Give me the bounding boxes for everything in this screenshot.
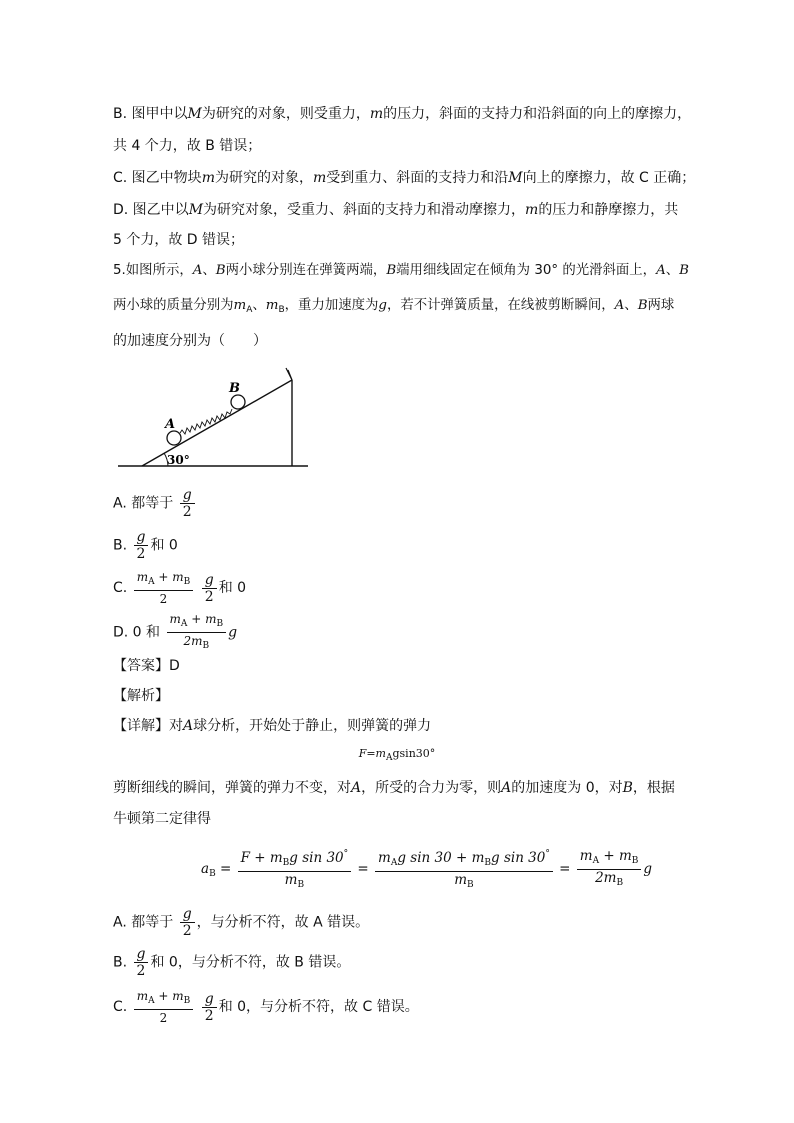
paragraph-d-line2: 5 个力，故 D 错误； — [113, 232, 245, 248]
paragraph-c: C. 图乙中物块m为研究的对象，m受到重力、斜面的支持力和沿M向上的摩擦力，故 C 正确； — [113, 170, 696, 186]
paragraph-d-line1: D. 图乙中以M为研究对象，受重力、斜面的支持力和滑动摩擦力，m的压力和静摩擦力，共 — [113, 202, 679, 218]
detail-line: 【详解】对A球分析，开始处于静止，则弹簧的弹力 — [113, 718, 432, 734]
question-line3: 的加速度分别为（ ） — [113, 333, 267, 349]
paragraph-b-line1: B. 图甲中以M为研究的对象，则受重力，m的压力，斜面的支持力和沿斜面的向上的摩擦力， — [113, 106, 692, 122]
fraction-result: $\frac{m_A + m_B}{2m_B}$ — [577, 848, 642, 891]
paragraph-b-line2: 共 4 个力，故 B 错误； — [113, 138, 262, 154]
newton-line: 牛顿第二定律得 — [113, 811, 211, 827]
label-a: A — [165, 417, 176, 432]
cut-line: 剪断细线的瞬间，弹簧的弹力不变，对A，所受的合力为零，则A的加速度为 0，对B，根据 — [113, 780, 675, 796]
fraction-ma-plus-mb-over-2: $\frac{m_A + m_B}{2}$ — [134, 569, 194, 607]
spring — [180, 409, 232, 434]
fraction-g-over-2: $\frac{g}{2}$ — [202, 991, 217, 1024]
result-b: B. $\frac{g}{2}$ 和 0，与分析不符，故 B 错误。 — [113, 946, 351, 979]
fraction-weights-over-mb: $\frac{m_Ag \sin 30 + m_Bg \sin 30^\circ}{m_B}$ — [375, 846, 553, 893]
option-b: B. $\frac{g}{2}$ 和 0 — [113, 529, 178, 562]
fraction-g-over-2: $\frac{g}{2}$ — [134, 946, 149, 979]
ball-a — [167, 431, 181, 445]
question-line1: 5.如图所示，A、B两小球分别连在弹簧两端，B端用细线固定在倾角为 30° 的光滑斜面上，A、B — [113, 263, 689, 278]
fraction-g-over-2: $\frac{g}{2}$ — [180, 487, 195, 520]
result-c: C. $\frac{m_A + m_B}{2}$ $\frac{g}{2}$ 和 0，与分析不符，故 C 错误。 — [113, 989, 419, 1025]
fraction-ma-plus-mb-over-2: $\frac{m_A + m_B}{2}$ — [134, 988, 194, 1026]
ball-b — [231, 395, 245, 409]
incline-figure — [110, 362, 310, 470]
option-a: A. 都等于 $\frac{g}{2}$ — [113, 487, 197, 520]
fraction-g-over-2: $\frac{g}{2}$ — [134, 529, 149, 562]
fraction-ma-plus-mb-over-2mb: $\frac{m_A + m_B}{2m_B}$ — [167, 611, 227, 654]
analysis-label: 【解析】 — [113, 688, 169, 704]
option-d: D. 0 和 $\frac{m_A + m_B}{2m_B}$ g — [113, 611, 237, 654]
option-c: C. $\frac{m_A + m_B}{2}$ $\frac{g}{2}$ 和 0 — [113, 570, 247, 606]
result-a: A. 都等于 $\frac{g}{2}$ ，与分析不符，故 A 错误。 — [113, 906, 370, 939]
equation-acceleration-b: $a_B$ = $\frac{F + m_Bg \sin 30^\circ}{m_B}$ = $\frac{m_Ag \sin 30 + m_Bg \sin 30^\circ}{m_B}$ = $\frac{m_A + m_B}{2m_B}$ g — [201, 846, 652, 893]
angle-label: 30° — [167, 453, 190, 467]
fraction-force-over-mb: $\frac{F + m_Bg \sin 30^\circ}{m_B}$ — [238, 846, 352, 893]
question-line2: 两小球的质量分别为$m_A$、$m_B$，重力加速度为g，若不计弹簧质量，在线被剪断瞬间，A、B两球 — [113, 298, 675, 315]
label-b: B — [229, 381, 240, 396]
answer-label: 【答案】D — [113, 658, 180, 674]
fraction-g-over-2: $\frac{g}{2}$ — [202, 572, 217, 605]
equation-spring-force: $F=m_Agsin30^\circ$ — [358, 747, 436, 763]
fraction-g-over-2: $\frac{g}{2}$ — [180, 906, 195, 939]
string — [288, 370, 292, 380]
